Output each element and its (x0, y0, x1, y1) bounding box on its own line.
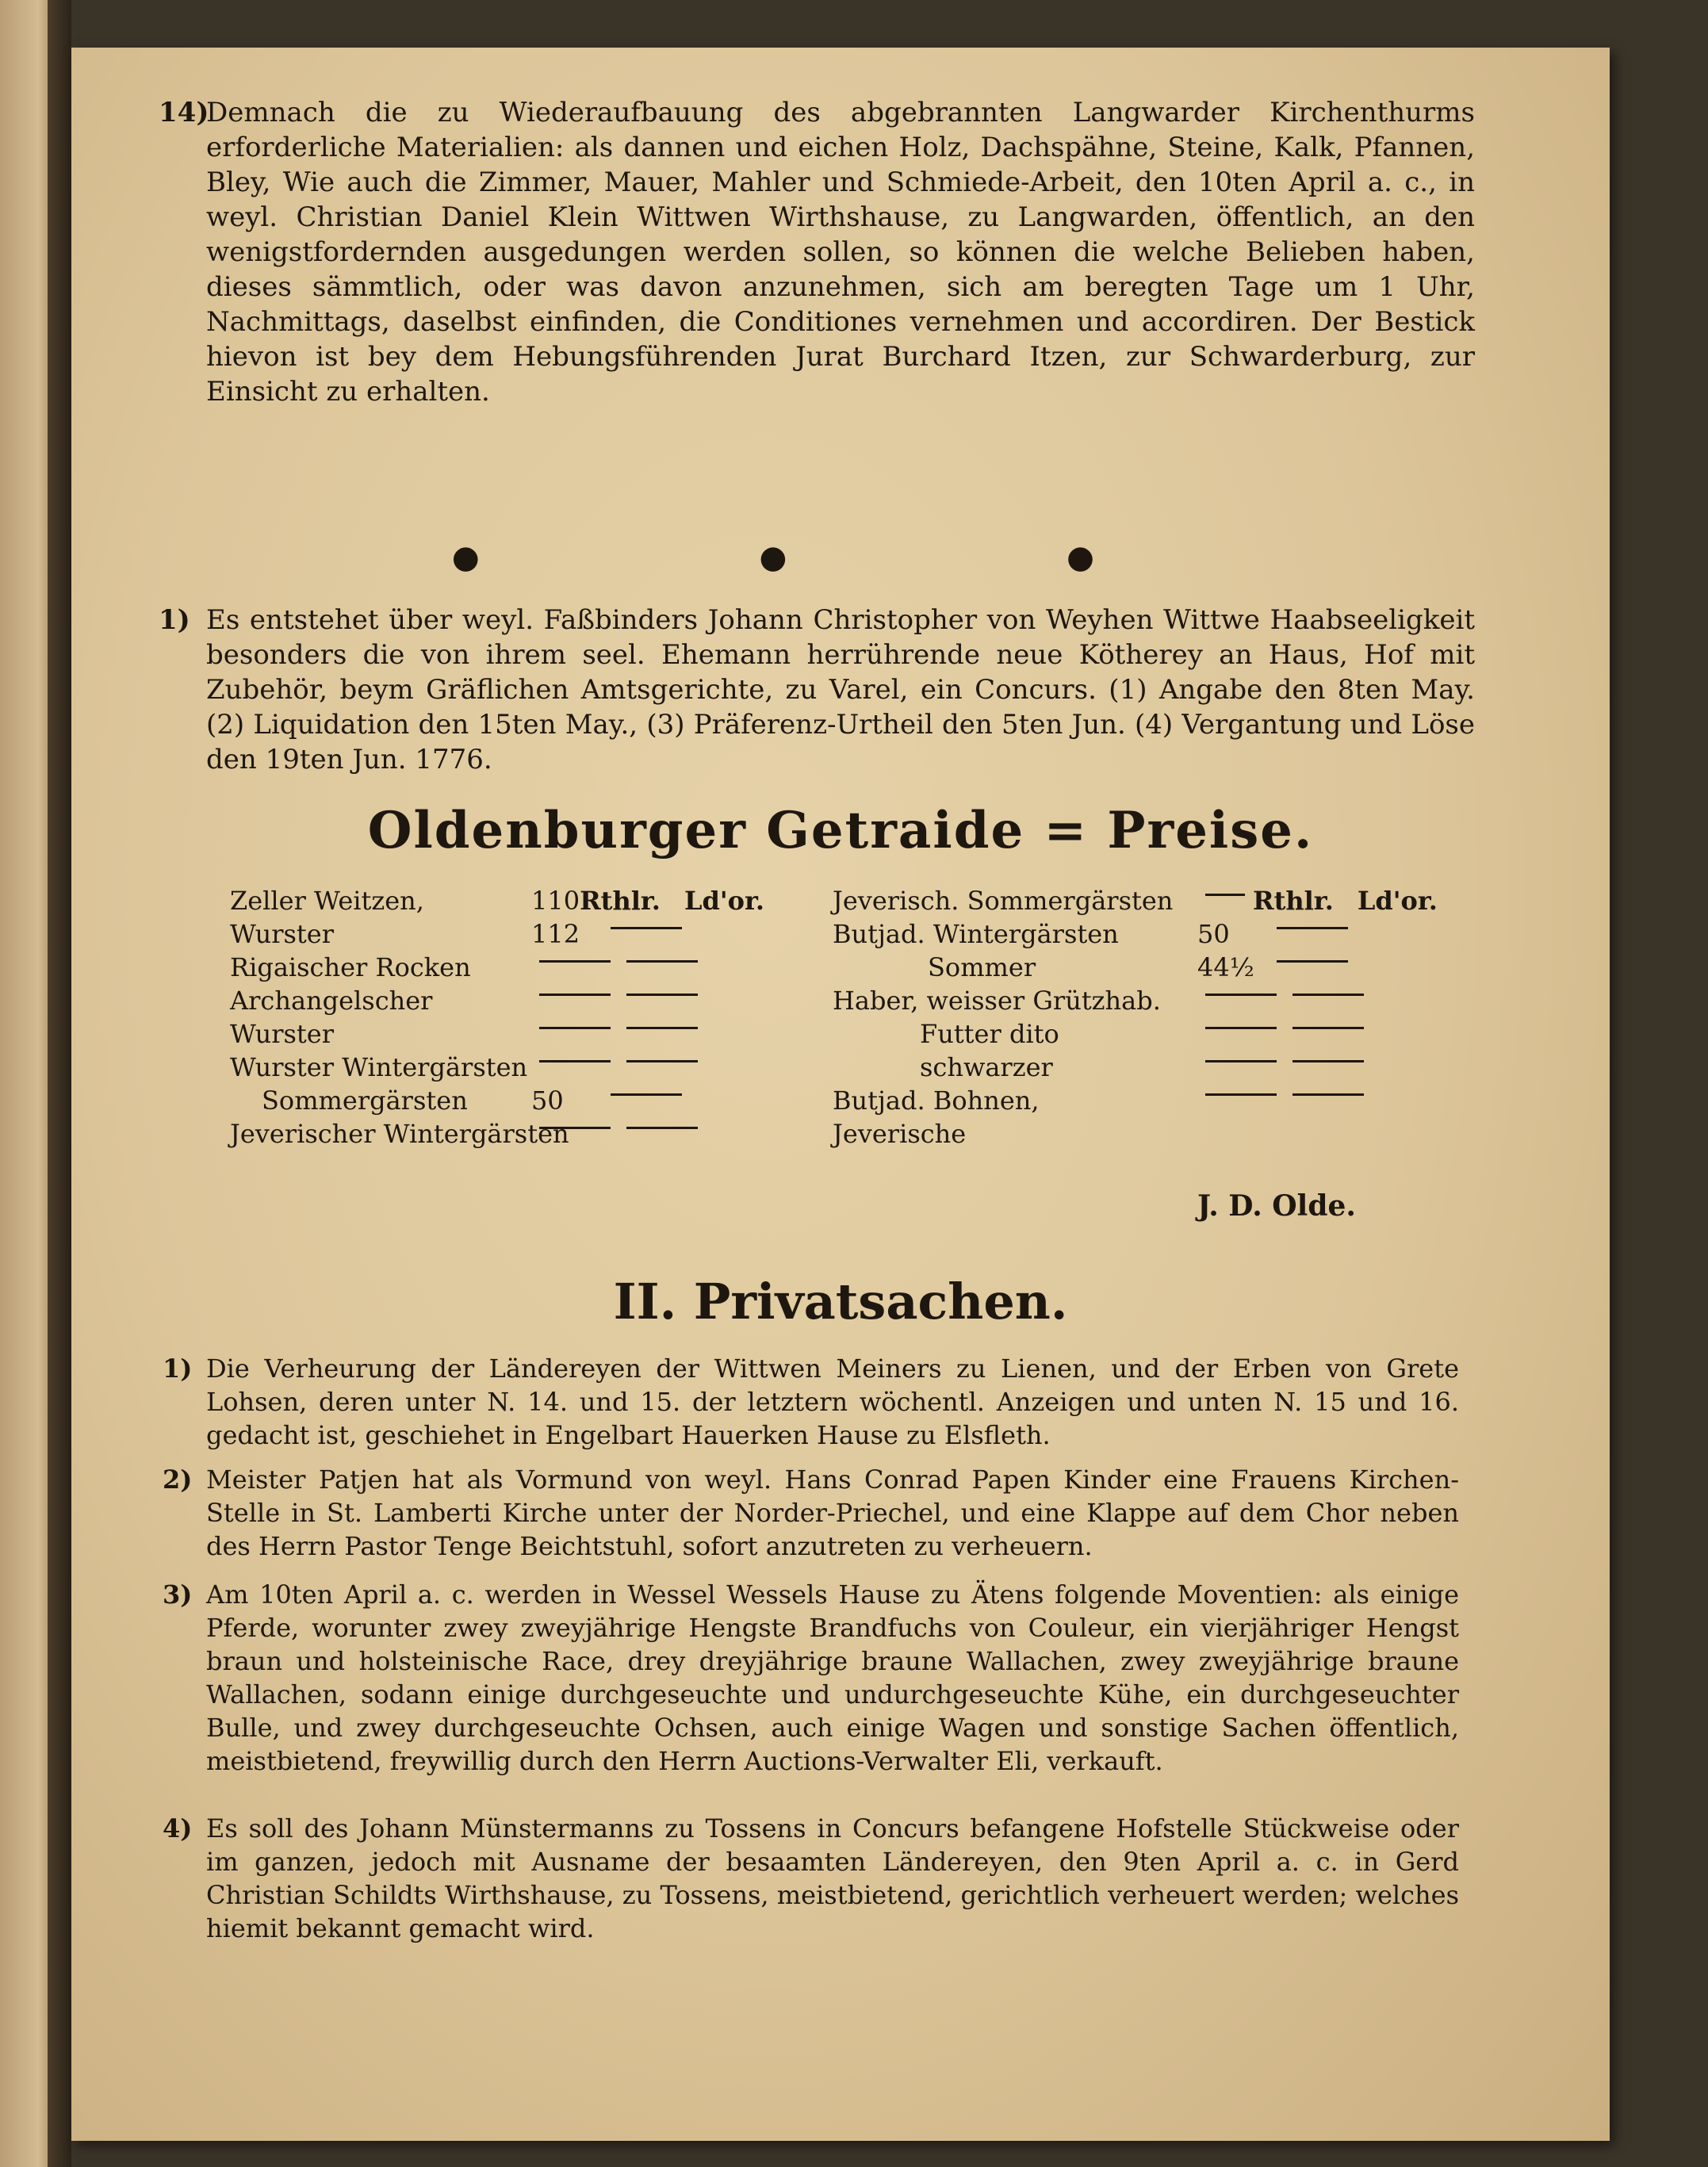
price-row (833, 951, 1499, 984)
grain-name: Sommer (928, 952, 1036, 982)
price-column-left (230, 884, 785, 1151)
blank-dash (1277, 927, 1348, 929)
blank-dash (626, 994, 698, 996)
price-row (230, 951, 785, 984)
grain-name: schwarzer (920, 1052, 1053, 1082)
price-row (833, 884, 1499, 917)
notice-number: 1) (159, 604, 190, 636)
unit-ldor: Ld'or. (1357, 886, 1438, 916)
price-row (230, 1084, 785, 1117)
notice-text: Am 10ten April a. c. werden in Wessel Wessels Hause zu Ätens folgende Moventien: als einige Pferde, worunter zwey zweyjährige Hengste Brandfuchs von Couleur, ein vierjähriger Hengst braun und holsteinische Race, drey dreyjährige braune Wallachen, zwey zweyjährige braune Wallachen, sodann einige durchgeseuchte und undurchgeseuchte Kühe, ein durchgeseuchter Bulle, und zwey durchgeseuchte Ochsen, auch einige Wagen und sonstige Sachen öffentlich, meistbietend, freywillig durch den Herrn Auctions-Verwalter Eli, verkauft. (206, 1579, 1459, 1776)
signature: J. D. Olde. (1197, 1189, 1356, 1223)
blank-dash (1205, 1060, 1277, 1062)
price-column-right (833, 884, 1499, 1151)
blank-dash (1292, 1060, 1364, 1062)
blank-dash (611, 927, 682, 929)
blank-dash (539, 994, 611, 996)
notice-number: 1) (163, 1353, 193, 1384)
blank-dash (1292, 1027, 1364, 1029)
private-notice-1 (163, 1352, 1459, 1452)
grain-name: Jeverisch. Sommergärsten (833, 886, 1174, 916)
price-row (833, 1084, 1499, 1117)
grain-name: Jeverische (833, 1119, 967, 1149)
grain-name: Butjad. Bohnen, (833, 1085, 1040, 1116)
blank-dash (1205, 1093, 1277, 1096)
blank-dash (539, 1060, 611, 1062)
notice-text: Es entstehet über weyl. Faßbinders Johann Christopher von Weyhen Wittwe Haabseeligkeit besonders die von ihrem seel. Ehemann herrührende neue Kötherey an Haus, Hof mit Zubehör, beym Gräflichen Amtsgerichte, zu Varel, ein Concurs. (1) Angabe den 8ten May. (2) Liquidation den 15ten May., (3) Präferenz-Urtheil den 5ten Jun. (4) Vergantung und Löse den 19ten Jun. 1776. (206, 604, 1475, 775)
price-row (833, 1051, 1499, 1084)
grain-name: Wurster (230, 919, 335, 949)
grain-value: 44½ (1197, 952, 1254, 982)
ornament-dots: ● ● ● (451, 539, 1230, 576)
price-row (230, 1117, 785, 1151)
price-row (230, 917, 785, 951)
grain-name: Rigaischer Rocken (230, 952, 471, 982)
grain-name: Haber, weisser Grützhab. (833, 986, 1161, 1016)
price-row (833, 917, 1499, 951)
book-gutter (48, 0, 71, 2167)
private-notice-3 (163, 1578, 1459, 1778)
notice-text: Demnach die zu Wiederaufbauung des abgebrannten Langwarder Kirchenthurms erforderliche Materialien: als dannen und eichen Holz, Dachspähne, Steine, Kalk, Pfannen, Bley, Wie auch die Zimmer, Mauer, Mahler und Schmiede-Arbeit, den 10ten April a. c., in weyl. Christian Daniel Klein Wittwen Wirthshause, zu Langwarden, öffentlich, an den wenigstfordernden ausgedungen werden sollen, so können die welche Belieben haben, dieses sämmtlich, oder was davon anzunehmen, sich am beregten Tage um 1 Uhr, Nachmittags, daselbst einfinden, die Conditiones vernehmen und accordiren. Der Bestick hievon ist bey dem Hebungsführenden Jurat Burchard Itzen, zur Schwarderburg, zur Einsicht zu erhalten. (206, 97, 1475, 408)
blank-dash (1205, 994, 1277, 996)
notice-text: Die Verheurung der Ländereyen der Wittwen Meiners zu Lienen, und der Erben von Grete Lohsen, deren unter N. 14. und 15. der letztern wöchentl. Anzeigen und unten N. 15 und 16. gedacht ist, geschiehet in Engelbart Hauerken Hause zu Elsfleth. (206, 1353, 1459, 1450)
blank-dash (1277, 960, 1348, 963)
grain-value: 110 (531, 886, 580, 916)
blank-dash (1292, 1093, 1364, 1096)
grain-name: Sommergärsten (262, 1085, 468, 1116)
notice-14 (159, 95, 1475, 409)
grain-value: 112 (531, 919, 580, 949)
grain-name: Wurster Wintergärsten (230, 1052, 528, 1082)
grain-value: 50 (531, 1085, 564, 1116)
price-row (833, 1117, 1499, 1151)
blank-dash (626, 960, 698, 963)
notice-concurs (159, 603, 1475, 777)
blank-dash (626, 1027, 698, 1029)
blank-dash (626, 1060, 698, 1062)
grain-name: Wurster (230, 1019, 335, 1049)
grain-name: Butjad. Wintergärsten (833, 919, 1119, 949)
grain-name: Jeverischer Wintergärsten (230, 1119, 569, 1149)
private-notice-4 (163, 1812, 1459, 1945)
document-page (71, 48, 1610, 2141)
unit-ldor: Ld'or. (684, 886, 765, 916)
grain-name: Archangelscher (230, 986, 433, 1016)
blank-dash (626, 1127, 698, 1129)
grain-value: 50 (1197, 919, 1230, 949)
price-row (230, 984, 785, 1017)
blank-dash (539, 1027, 611, 1029)
blank-dash (1292, 994, 1364, 996)
blank-dash (1205, 894, 1245, 896)
unit-rthlr: Rthlr. (1253, 886, 1334, 916)
notice-text: Es soll des Johann Münstermanns zu Tossens in Concurs befangene Hofstelle Stückweise oder im ganzen, jedoch mit Ausname der besaamten Ländereyen, den 9ten April a. c. in Gerd Christian Schildts Wirthshause, zu Tossens, meistbietend, gerichtlich verheuert werden; welches hiemit bekannt gemacht wird. (206, 1813, 1459, 1943)
grain-prices-title: Oldenburger Getraide = Preise. (367, 801, 1314, 860)
price-row (833, 1017, 1499, 1051)
price-row (230, 1017, 785, 1051)
notice-number: 14) (159, 97, 209, 128)
notice-number: 4) (163, 1813, 193, 1843)
unit-rthlr: Rthlr. (580, 886, 661, 916)
notice-number: 3) (163, 1579, 193, 1610)
price-row (230, 1051, 785, 1084)
blank-dash (539, 960, 611, 963)
notice-text: Meister Patjen hat als Vormund von weyl. Hans Conrad Papen Kinder eine Frauens Kirchen-Stelle in St. Lamberti Kirche unter der Norder-Priechel, und eine Klappe auf dem Chor neben des Herrn Pastor Tenge Beichtstuhl, sofort anzutreten zu verheuern. (206, 1464, 1459, 1561)
price-row (230, 884, 785, 917)
blank-dash (611, 1093, 682, 1096)
notice-number: 2) (163, 1464, 193, 1495)
grain-name: Zeller Weitzen, (230, 886, 424, 916)
blank-dash (539, 1127, 611, 1129)
blank-dash (1205, 1027, 1277, 1029)
section-title: II. Privatsachen. (613, 1273, 1068, 1330)
private-notice-2 (163, 1463, 1459, 1563)
grain-name: Futter dito (920, 1019, 1059, 1049)
price-row (833, 984, 1499, 1017)
